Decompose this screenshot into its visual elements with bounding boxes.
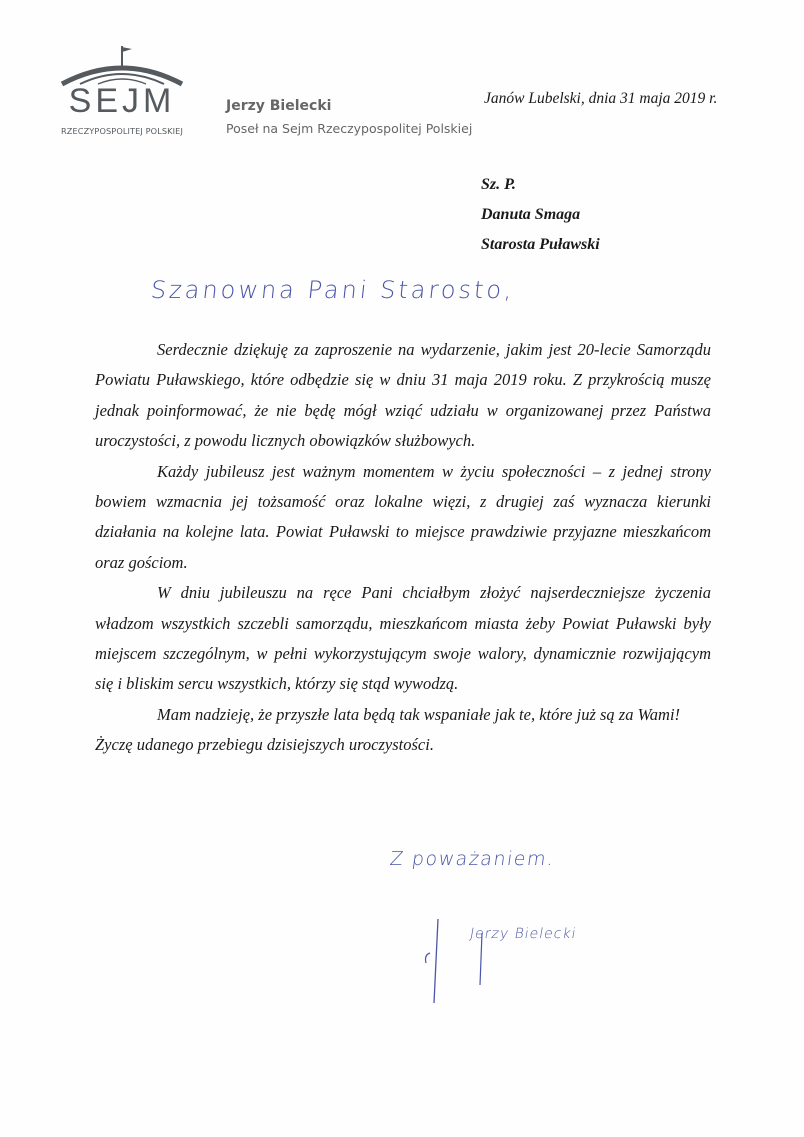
recipient-salutation: Sz. P. [481,176,516,193]
handwritten-closing: Z poważaniem. [388,848,557,870]
handwritten-greeting: Szanowna Pani Starosto, [149,276,517,304]
recipient-position: Starosta Puławski [481,236,600,253]
handwritten-signature: Jerzy Bielecki [468,926,578,942]
recipient-block [481,170,600,260]
paragraph-1: Serdecznie dziękuję za zaproszenie na wydarzenie, jakim jest 20-lecie Samorządu Powiatu Puławskiego, które odbędzie się w dniu 31 maja 2019 roku. Z przykrością muszę jednak poinformować, że nie będę mógł wziąć udziału w organizowanej przez Państwa uroczystości, z powodu licznych obowiązków służbowych. [95,340,711,451]
signature-icon [420,905,620,1010]
letter-body [95,335,711,761]
paragraph-2: Każdy jubileusz jest ważnym momentem w życiu społeczności – z jednej strony bowiem wzmacnia jej tożsamość oraz lokalne więzi, z drugiej zaś wyznacza kierunki działania na kolejne lata. Powiat Puławski to miejsce prawdziwie przyjazne mieszkańcom oraz gościom. [95,461,711,572]
recipient-name: Danuta Smaga [481,206,581,223]
final-line: Życzę udanego przebiegu dzisiejszych uroczystości. [95,735,434,755]
sender-name: Jerzy Bielecki [226,98,332,114]
place-date: Janów Lubelski, dnia 31 maja 2019 r. [484,90,718,107]
paragraph-3: W dniu jubileuszu na ręce Pani chciałbym złożyć najserdeczniejsze życzenia władzom wszystkich szczebli samorządu, mieszkańcom miasta żeby Powiat Puławski były miejscem szczególnym, w pełni wykorzystującym swoje walory, dynamicznie rozwijającym się i bliskim sercu wszystkich, którzy się stąd wywodzą. [95,583,711,694]
paragraph-4: Mam nadzieję, że przyszłe lata będą tak wspaniałe jak te, które już są za Wami! [157,704,681,724]
sender-block [226,98,472,136]
sender-title: Poseł na Sejm Rzeczypospolitej Polskiej [226,121,473,136]
sejm-logo [60,42,184,142]
logo-word: SEJM [68,82,176,120]
logo-subtitle: RZECZYPOSPOLITEJ POLSKIEJ [61,126,183,136]
